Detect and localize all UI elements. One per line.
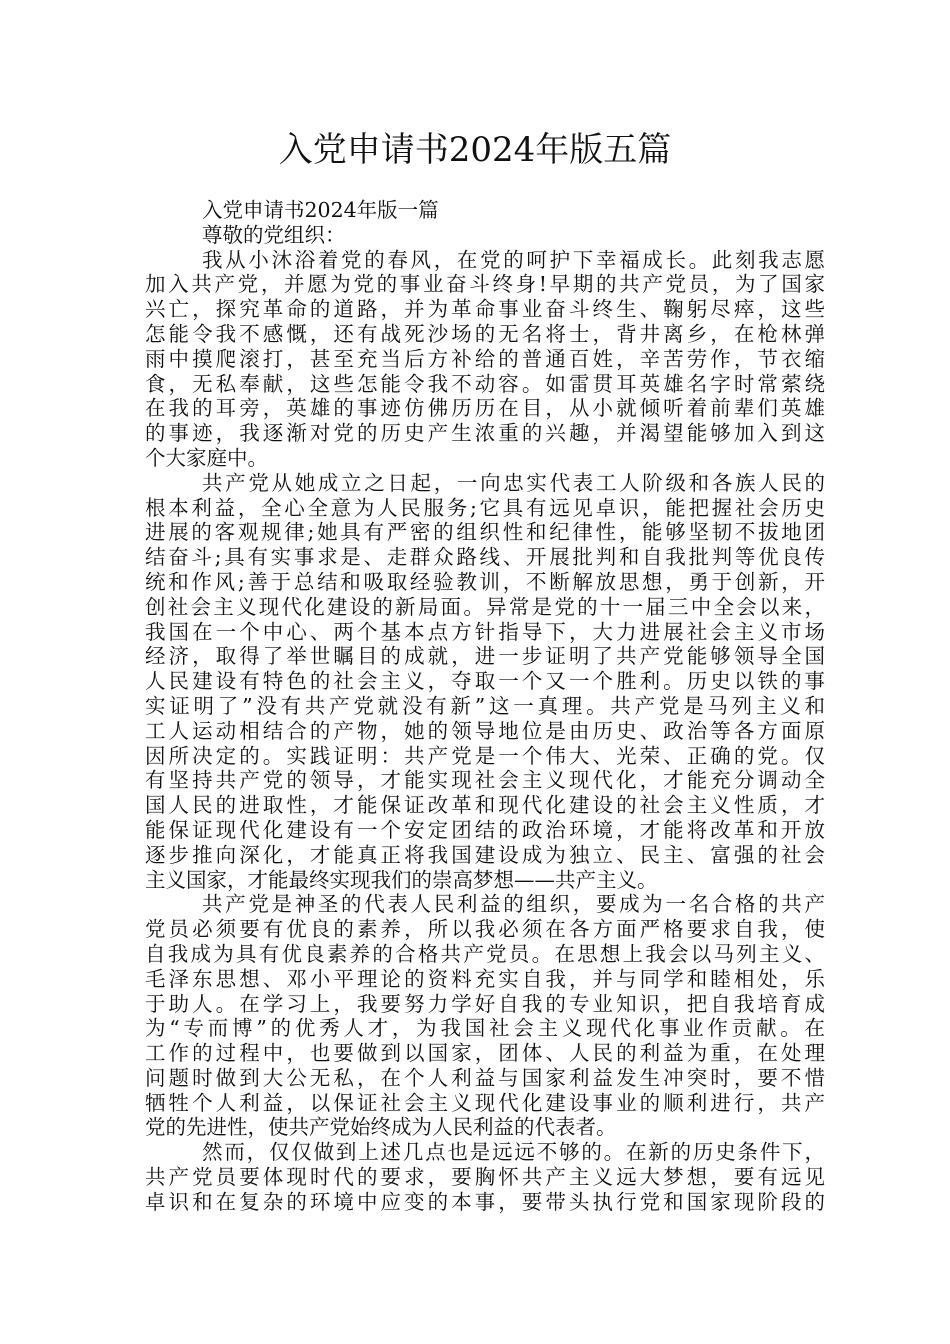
- paragraph: [145, 1140, 825, 1214]
- text-line: 共产党从她成立之日起，一向忠实代表工人阶级和各族人民的: [202, 470, 825, 495]
- text-line: 自我成为具有优良素养的合格共产党员。在思想上我会以马列主义、: [145, 941, 825, 966]
- text-line: 共产党是神圣的代表人民利益的组织，要成为一名合格的共产: [202, 892, 825, 917]
- text-line: 然而，仅仅做到上述几点也是远远不够的。在新的历史条件下，: [202, 1140, 825, 1165]
- text-line: 雨中摸爬滚打，甚至充当后方补给的普通百姓，辛苦劳作，节衣缩: [145, 346, 825, 371]
- text-line: 在我的耳旁，英雄的事迹仿佛历历在目，从小就倾听着前辈们英雄: [145, 396, 825, 421]
- text-line: 经济，取得了举世瞩目的成就，进一步证明了共产党能够领导全国: [145, 644, 825, 669]
- text-line: 有坚持共产党的领导，才能实现社会主义现代化，才能充分调动全: [145, 768, 825, 793]
- text-line: 于助人。在学习上，我要努力学好自我的专业知识，把自我培育成: [145, 991, 825, 1016]
- text-line: 工人运动相结合的产物，她的领导地位是由历史、政治等各方面原: [145, 718, 825, 743]
- text-line: 创社会主义现代化建设的新局面。异常是党的十一届三中全会以来，: [145, 594, 825, 619]
- text-line: 我国在一个中心、两个基本点方针指导下，大力进展社会主义市场: [145, 619, 825, 644]
- text-line: 能保证现代化建设有一个安定团结的政治环境，才能将改革和开放: [145, 817, 825, 842]
- paragraph: [145, 471, 825, 893]
- text-line: 牺牲个人利益，以保证社会主义现代化建设事业的顺利进行，共产: [145, 1090, 825, 1115]
- text-line: 个大家庭中。: [145, 445, 268, 470]
- paragraph: [145, 892, 825, 1140]
- text-line: 毛泽东思想、邓小平理论的资料充实自我，并与同学和睦相处，乐: [145, 966, 825, 991]
- document-title: 入党申请书2024年版五篇: [278, 130, 672, 170]
- text-line: 工作的过程中，也要做到以国家，团体、人民的利益为重，在处理: [145, 1041, 825, 1066]
- text-line: 进展的客观规律;她具有严密的组织性和纪律性，能够坚韧不拔地团: [145, 520, 825, 545]
- text-line: 党员必须要有优良的素养，所以我必须在各方面严格要求自我，使: [145, 917, 825, 942]
- text-line: 问题时做到大公无私，在个人利益与国家利益发生冲突时，要不惜: [145, 1065, 825, 1090]
- text-line: 结奋斗;具有实事求是、走群众路线、开展批判和自我批判等优良传: [145, 545, 825, 570]
- text-line: 实证明了”没有共产党就没有新”这一真理。共产党是马列主义和: [145, 693, 825, 718]
- text-line: 我从小沐浴着党的春风，在党的呵护下幸福成长。此刻我志愿: [202, 247, 825, 272]
- text-line: 卓识和在复杂的环境中应变的本事，要带头执行党和国家现阶段的: [145, 1189, 825, 1214]
- text-line: 共产党员要体现时代的要求，要胸怀共产主义远大梦想，要有远见: [145, 1165, 825, 1190]
- text-line: 兴亡，探究革命的道路，并为革命事业奋斗终生、鞠躬尽瘁，这些: [145, 297, 825, 322]
- text-line: 因所决定的。实践证明：共产党是一个伟大、光荣、正确的党。仅: [145, 743, 825, 768]
- paragraph: [145, 248, 825, 471]
- section-heading: 入党申请书2024年版一篇: [202, 198, 439, 222]
- text-line: 统和作风;善于总结和吸取经验教训，不断解放思想，勇于创新，开: [145, 569, 825, 594]
- text-line: 国人民的进取性，才能保证改革和现代化建设的社会主义性质，才: [145, 793, 825, 818]
- document-body: [145, 198, 825, 1215]
- text-line: 怎能令我不感慨，还有战死沙场的无名将士，背井离乡，在枪林弹: [145, 321, 825, 346]
- text-line: 逐步推向深化，才能真正将我国建设成为独立、民主、富强的社会: [145, 842, 825, 867]
- text-line: 的事迹，我逐渐对党的历史产生浓重的兴趣，并渴望能够加入到这: [145, 421, 825, 446]
- salutation: 尊敬的党组织：: [202, 222, 346, 247]
- text-line: 根本利益，全心全意为人民服务;它具有远见卓识，能把握社会历史: [145, 495, 825, 520]
- text-line: 党的先进性，使共产党始终成为人民利益的代表者。: [145, 1115, 617, 1140]
- text-line: 主义国家，才能最终实现我们的崇高梦想——共产主义。: [145, 867, 658, 892]
- text-line: 加入共产党，并愿为党的事业奋斗终身!早期的共产党员，为了国家: [145, 272, 825, 297]
- text-line: 人民建设有特色的社会主义，夺取一个又一个胜利。历史以铁的事: [145, 669, 825, 694]
- text-line: 食，无私奉献，这些怎能令我不动容。如雷贯耳英雄名字时常萦绕: [145, 371, 825, 396]
- text-line: 为“专而博”的优秀人才，为我国社会主义现代化事业作贡献。在: [145, 1016, 825, 1041]
